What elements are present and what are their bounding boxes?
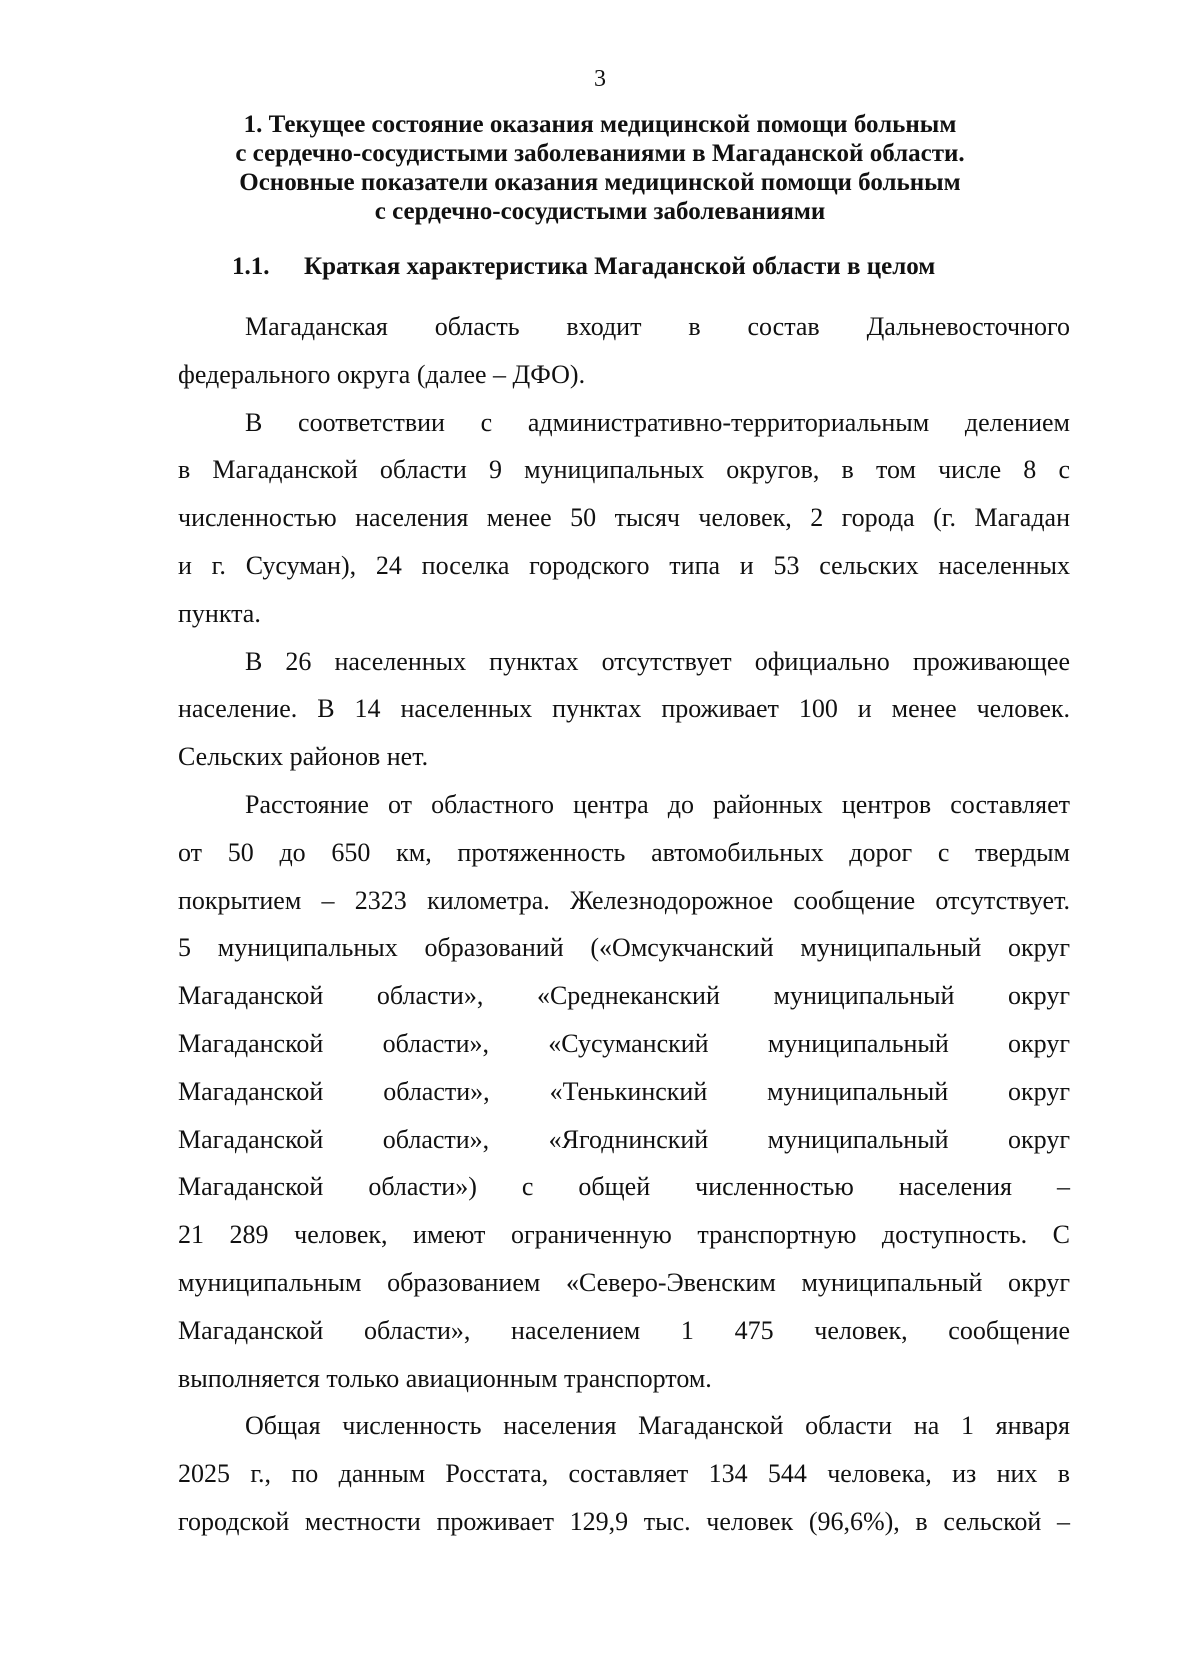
paragraph-line: 2025 г., по данным Росстата, составляет 134 544 человека, из них в	[178, 1459, 1070, 1489]
body-text	[178, 303, 1070, 1546]
paragraph-line: Магаданской области», «Сусуманский муниципальный округ	[178, 1028, 1070, 1058]
paragraph-line: муниципальным образованием «Северо-Эвенским муниципальный округ	[178, 1267, 1070, 1297]
heading-line: Основные показатели оказания медицинской помощи больным	[239, 169, 961, 196]
subsection-title: Краткая характеристика Магаданской области в целом	[304, 253, 936, 280]
subsection-heading	[232, 253, 935, 281]
heading-line: с сердечно-сосудистыми заболеваниями в Магаданской области.	[235, 140, 965, 167]
paragraph-line: Магаданская область входит в состав Дальневосточного	[245, 312, 1070, 341]
heading-line: 1. Текущее состояние оказания медицинской помощи больным	[243, 111, 957, 138]
paragraph-line: покрытием – 2323 километра. Железнодорожное сообщение отсутствует.	[178, 885, 1070, 915]
paragraph-line: городской местности проживает 129,9 тыс. человек (96,6%), в сельской –	[178, 1506, 1070, 1536]
paragraph-line: Магаданской области», «Среднеканский муниципальный округ	[178, 981, 1070, 1011]
paragraph-line: Магаданской области», «Тенькинский муниципальный округ	[178, 1076, 1070, 1106]
paragraph-line: Сельских районов нет.	[178, 742, 429, 772]
paragraph-line: и г. Сусуман), 24 поселка городского типа и 53 сельских населенных	[178, 550, 1070, 580]
paragraph-line: 21 289 человек, имеют ограниченную транспортную доступность. С	[178, 1220, 1070, 1250]
paragraph-line: Магаданской области», населением 1 475 человек, сообщение	[178, 1315, 1070, 1345]
heading-line: с сердечно-сосудистыми заболеваниями	[374, 198, 826, 225]
paragraph-line: пункта.	[178, 598, 261, 628]
page-number: 3	[594, 66, 606, 92]
paragraph-line: Магаданской области», «Ягоднинский муниципальный округ	[178, 1124, 1070, 1154]
paragraph-line: В соответствии с административно-территориальным делением	[245, 407, 1070, 437]
section-heading	[150, 110, 1050, 226]
paragraph-line: выполняется только авиационным транспортом.	[178, 1363, 712, 1393]
paragraph-line: численностью населения менее 50 тысяч человек, 2 города (г. Магадан	[178, 503, 1070, 533]
paragraph-line: в Магаданской области 9 муниципальных округов, в том числе 8 с	[178, 455, 1070, 485]
paragraph-line: Магаданской области») с общей численностью населения –	[178, 1172, 1070, 1202]
paragraph-line: Расстояние от областного центра до районных центров составляет	[245, 789, 1070, 819]
paragraph-line: от 50 до 650 км, протяженность автомобильных дорог с твердым	[178, 837, 1070, 867]
paragraph-line: В 26 населенных пунктах отсутствует официально проживающее	[245, 646, 1070, 676]
paragraph-line: федерального округа (далее – ДФО).	[178, 359, 586, 389]
paragraph-line: Общая численность населения Магаданской области на 1 января	[245, 1411, 1070, 1441]
subsection-number: 1.1.	[232, 253, 270, 280]
paragraph-line: 5 муниципальных образований («Омсукчанский муниципальный округ	[178, 933, 1070, 963]
paragraph-line: население. В 14 населенных пунктах проживает 100 и менее человек.	[178, 694, 1070, 724]
